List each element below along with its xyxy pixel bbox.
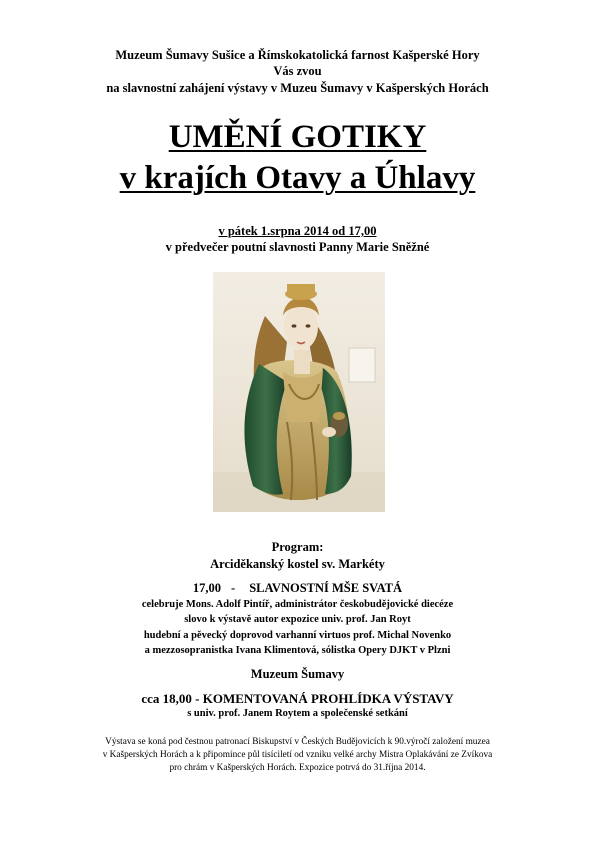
exhibition-title-line2: v krajích Otavy a Úhlavy <box>119 160 476 196</box>
event-date: v pátek 1.srpna 2014 od 17,00 <box>218 224 377 238</box>
exhibition-title-line1: UMĚNÍ GOTIKY <box>168 119 427 155</box>
guided-tour: cca 18,00 - KOMENTOVANÁ PROHLÍDKA VÝSTAVY <box>141 691 454 706</box>
guided-tour-detail: s univ. prof. Janem Roytem a společenské setkání <box>187 708 408 719</box>
program-heading: Program: <box>271 540 324 554</box>
mass-time: 17,00 <box>192 581 222 595</box>
invitation-occasion: na slavnostní zahájení výstavy v Muzeu Šumavy v Kašperských Horách <box>106 81 489 95</box>
mass-detail-soprano: a mezzosopranistka Ivana Klimentová, sólistka Opery DJKT v Plzni <box>144 645 451 656</box>
event-occasion: v předvečer poutní slavnosti Panny Marie Sněžné <box>165 240 430 254</box>
mass-line <box>0 580 595 597</box>
program-church: Arciděkanský kostel sv. Markéty <box>210 557 385 571</box>
program-museum: Muzeum Šumavy <box>250 667 345 681</box>
mass-dash: - <box>231 581 236 595</box>
saint-statue-image <box>213 272 385 512</box>
mass-title: SLAVNOSTNÍ MŠE SVATÁ <box>249 581 403 595</box>
mass-detail-celebrant: celebruje Mons. Adolf Pintíř, administrátor českobudějovické diecéze <box>141 599 454 610</box>
footer-line-1: Výstava se koná pod čestnou patronací Biskupství v Českých Budějovicích k 90.výročí založení muzea <box>105 737 490 747</box>
footer-line-2: v Kašperských Horách a k připomínce půl tisíciletí od vzniku velké archy Mistra Oplakávání ze Zvíkova <box>102 750 493 760</box>
gothic-statue-photo <box>213 272 385 512</box>
mass-detail-organist: hudební a pěvecký doprovod varhanní virtuos prof. Michal Novenko <box>143 630 452 641</box>
mass-detail-speaker: slovo k výstavě autor expozice univ. prof. Jan Royt <box>184 614 411 625</box>
footer-line-3: pro chrám v Kašperských Horách. Expozice potrvá do 31.října 2014. <box>169 763 426 773</box>
invitation-organizers: Muzeum Šumavy Sušice a Římskokatolická farnost Kašperské Hory <box>115 48 480 62</box>
invitation-verb: Vás zvou <box>273 64 322 78</box>
